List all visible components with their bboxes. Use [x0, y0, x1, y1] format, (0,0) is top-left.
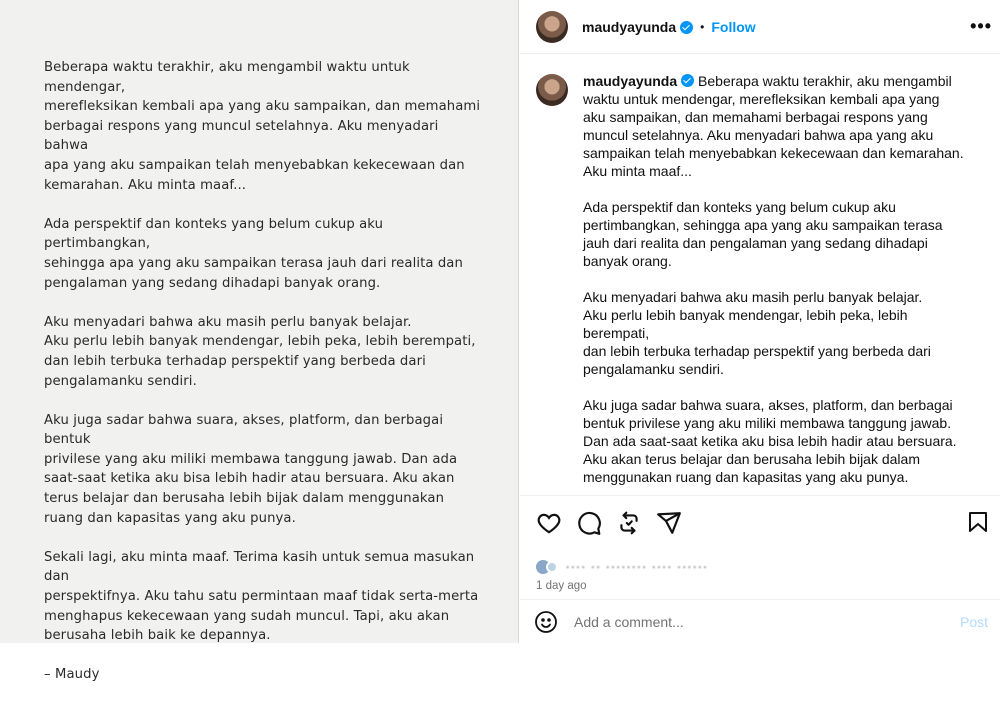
caption-username[interactable]: maudyayunda — [583, 73, 678, 89]
separator-dot: • — [700, 19, 705, 34]
action-bar — [520, 495, 1000, 599]
caption-body — [583, 72, 965, 504]
image-paragraph: Aku menyadari bahwa aku masih perlu banyak belajar. Aku perlu lebih banyak mendengar, lebih peka, lebih berempati, dan lebih terbuka terhadap perspektif yang berbeda dari pengalamanku sendiri. — [44, 314, 476, 389]
image-paragraph: Sekali lagi, aku minta maaf. Terima kasih untuk semua masukan dan perspektifnya. Aku tahu satu permintaan maaf tidak serta-merta menghapus kekecewaan yang sudah muncul. Tapi, aku akan berusaha lebih baik ke depannya. — [44, 549, 479, 644]
caption-paragraph: Aku menyadari bahwa aku masih perlu banyak belajar. Aku perlu lebih banyak mendengar, lebih peka, lebih berempati, dan lebih terbuka terhadap perspektif yang berbeda dari pengalamanku sendiri. — [583, 289, 931, 377]
caption-avatar[interactable] — [536, 74, 568, 106]
caption-area[interactable] — [520, 55, 1000, 495]
post-button[interactable]: Post — [959, 613, 988, 630]
follow-button[interactable]: Follow — [711, 18, 756, 35]
verified-badge-icon — [680, 21, 693, 34]
share-icon[interactable] — [656, 510, 682, 536]
comment-bar — [520, 599, 1000, 643]
caption-paragraph: Beberapa waktu terakhir, aku mengambil waktu untuk mendengar, merefleksikan kembali apa yang aku sampaikan, dan memahami berbagai respons yang muncul setelahnya. Aku menyadari bahwa apa yang aku sampaikan telah menyebabkan kekecewaan dan kemarahan. Aku minta maaf... — [583, 73, 964, 179]
more-options-icon[interactable]: ••• — [970, 16, 992, 36]
post-timestamp[interactable]: 1 day ago — [536, 580, 587, 592]
bookmark-icon[interactable] — [966, 510, 990, 534]
avatar[interactable] — [536, 11, 568, 43]
verified-badge-icon — [681, 74, 694, 87]
comment-icon[interactable] — [576, 510, 602, 536]
comment-input[interactable] — [574, 614, 944, 630]
caption-paragraph: Ada perspektif dan konteks yang belum cukup aku pertimbangkan, sehingga apa yang aku sampaikan terasa jauh dari realita dan pengalaman yang sedang dihadapi banyak orang. — [583, 199, 943, 269]
image-signature: – Maudy — [44, 667, 100, 683]
likes-summary[interactable] — [536, 558, 984, 576]
image-paragraph: Aku juga sadar bahwa suara, akses, platform, dan berbagai bentuk privilese yang aku miliki membawa tanggung jawab. Dan ada saat-saat ketika aku bisa lebih hadir atau bersuara. Aku akan terus belajar dan berusaha lebih bijak dalam menggunakan ruang dan kapasitas yang aku punya. — [44, 412, 458, 526]
header-username[interactable]: maudyayunda — [582, 18, 677, 35]
image-paragraph: Ada perspektif dan konteks yang belum cukup aku pertimbangkan, sehingga apa yang aku sampaikan terasa jauh dari realita dan pengalaman yang sedang dihadapi banyak orang. — [44, 216, 463, 291]
post-header — [520, 0, 1000, 54]
heart-icon[interactable] — [536, 510, 562, 536]
liker-avatar — [546, 561, 558, 573]
post-side-panel — [520, 0, 1000, 643]
post-image-text — [44, 58, 484, 705]
emoji-icon[interactable] — [534, 610, 558, 634]
likes-text-blurred: ▪▪▪▪ ▪▪ ▪▪▪▪▪▪▪▪ ▪▪▪▪ ▪▪▪▪▪▪ — [566, 562, 709, 572]
repost-icon[interactable] — [616, 510, 642, 536]
caption-paragraph: Aku juga sadar bahwa suara, akses, platform, dan berbagai bentuk privilese yang aku miliki membawa tanggung jawab. Dan ada saat-saat ketika aku bisa lebih hadir atau bersuara. Aku akan terus belajar dan berusaha lebih bijak dalam menggunakan ruang dan kapasitas yang aku punya. — [583, 397, 957, 485]
image-paragraph: Beberapa waktu terakhir, aku mengambil waktu untuk mendengar, merefleksikan kembali apa yang aku sampaikan, dan memahami berbagai respons yang muncul setelahnya. Aku menyadari bahwa apa yang aku sampaikan telah menyebabkan kekecewaan dan kemarahan. Aku minta maaf... — [44, 60, 481, 193]
